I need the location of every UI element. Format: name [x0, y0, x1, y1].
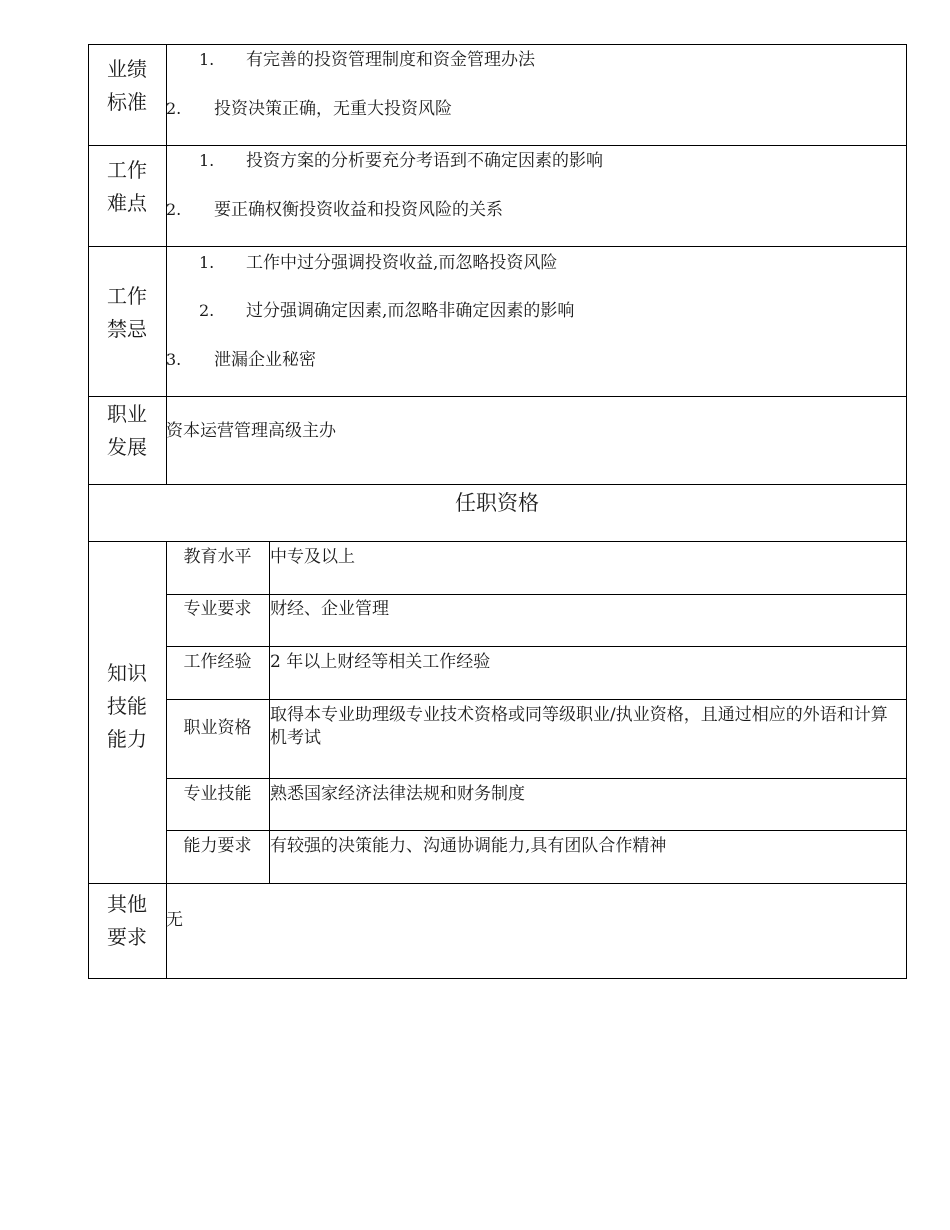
difficulty-item: 要正确权衡投资收益和投资风险的关系 [214, 200, 503, 220]
taboo-item: 过分强调确定因素,而忽略非确定因素的影响 [246, 301, 575, 321]
sub-row-divider [166, 830, 907, 831]
row-divider [88, 541, 907, 542]
qualification-item-value: 有较强的决策能力、沟通协调能力,具有团队合作精神 [270, 836, 667, 856]
qualification-item-value: 财经、企业管理 [270, 599, 389, 619]
label-line: 技能 [107, 694, 147, 718]
label-line: 职业 [107, 402, 147, 426]
label-line: 发展 [107, 435, 147, 459]
taboo-item: 泄漏企业秘密 [214, 350, 316, 370]
row-divider [88, 145, 907, 146]
performance-item: 投资决策正确，无重大投资风险 [214, 99, 452, 119]
difficulty-item: 投资方案的分析要充分考语到不确定因素的影响 [246, 151, 603, 171]
item-number: 2. [199, 301, 215, 320]
taboo-label [88, 280, 166, 346]
qualification-item-value: 熟悉国家经济法律法规和财务制度 [270, 784, 525, 804]
performance-item: 有完善的投资管理制度和资金管理办法 [246, 50, 535, 70]
qualification-item-label: 专业技能 [183, 784, 252, 804]
label-line: 工作 [107, 284, 147, 308]
item-number: 3. [166, 350, 182, 369]
qualification-item-label: 专业要求 [183, 599, 252, 619]
label-line: 知识 [107, 661, 147, 685]
label-line: 禁忌 [107, 317, 147, 341]
other-text: 无 [166, 910, 183, 930]
item-number: 1. [199, 253, 215, 272]
qualification-item-label: 工作经验 [183, 652, 252, 672]
career-label [88, 398, 166, 464]
item-number: 1. [199, 151, 215, 170]
qualification-item-value: 取得本专业助理级专业技术资格或同等级职业/执业资格，且通过相应的外语和计算机考试 [270, 705, 888, 748]
difficulty-label [88, 154, 166, 220]
label-line: 标准 [107, 90, 147, 114]
qualification-item-label: 职业资格 [183, 718, 252, 738]
item-number: 2. [166, 99, 182, 118]
label-line: 难点 [107, 191, 147, 215]
label-line: 能力 [107, 727, 147, 751]
label-line: 工作 [107, 158, 147, 182]
qualification-item-value: 2 年以上财经等相关工作经验 [270, 652, 491, 672]
taboo-item: 工作中过分强调投资收益,而忽略投资风险 [246, 253, 558, 273]
item-number: 1. [199, 50, 215, 69]
qualification-item-value: 中专及以上 [270, 547, 355, 567]
other-label [88, 888, 166, 954]
performance-label [88, 53, 166, 119]
sub-row-divider [166, 646, 907, 647]
qualification-item-label: 教育水平 [183, 547, 252, 567]
section-title: 任职资格 [455, 491, 539, 515]
row-divider [88, 484, 907, 485]
sub-row-divider [166, 594, 907, 595]
row-divider [88, 396, 907, 397]
item-number: 2. [166, 200, 182, 219]
qualification-item-label: 能力要求 [183, 836, 252, 856]
label-line: 其他 [107, 892, 147, 916]
sub-row-divider [166, 699, 907, 700]
row-divider [88, 246, 907, 247]
career-text: 资本运营管理高级主办 [166, 421, 336, 441]
row-divider [88, 883, 907, 884]
label-line: 业绩 [107, 57, 147, 81]
qualification-label [88, 657, 166, 756]
sub-row-divider [166, 778, 907, 779]
label-line: 要求 [107, 925, 147, 949]
